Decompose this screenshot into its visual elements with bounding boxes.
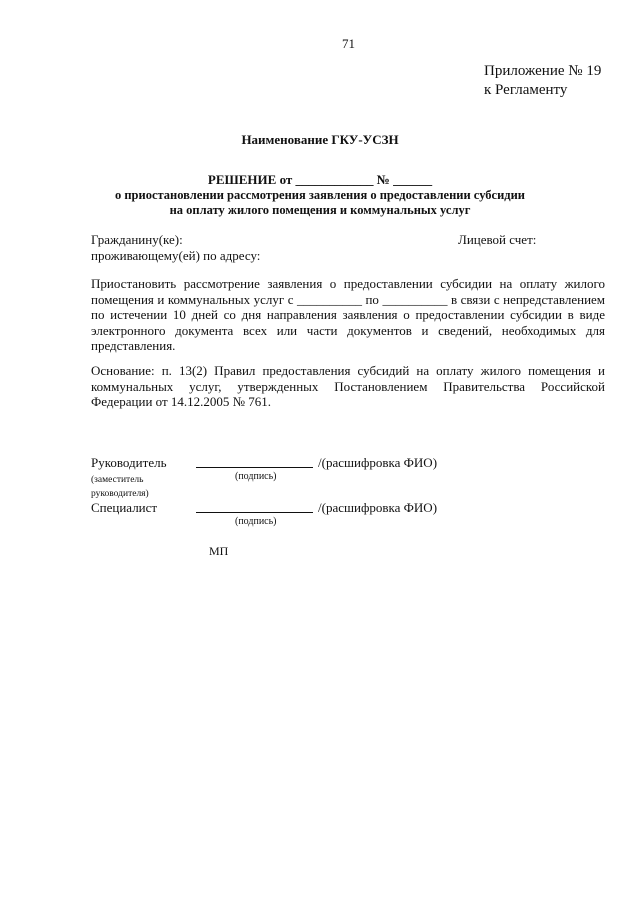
deputy-note-line1: (заместитель [91,475,144,485]
citizen-label: Гражданину(ке): [91,232,183,247]
suspension-paragraph [91,276,605,354]
addressee-block [91,232,260,264]
appendix-reference [484,62,601,100]
head-fio-caption: /(расшифровка ФИО) [318,455,438,470]
decision-subtitle [0,188,640,218]
specialist-label: Специалист [91,500,158,515]
account-label: Лицевой счет: [458,232,537,247]
decision-title-prefix: РЕШЕНИЕ от [207,172,293,187]
residing-label: проживающему(ей) по адресу: [91,248,261,263]
head-signature-caption: (подпись) [235,471,277,482]
suspension-text-part3: в связи с непредставлением по истечении 10 дней со дня направления заявления о предоставлении субсидии в виде электронного документа всех или части документов и сведений, необходимых для представления. [91,291,606,353]
deputy-note [91,473,149,501]
decision-number-blank: ______ [393,172,433,187]
suspension-start-date-blank: __________ [296,291,362,307]
organization-name: Наименование ГКУ-УСЗН [241,132,399,147]
stamp-place: МП [209,544,229,558]
suspension-end-date-blank: __________ [382,291,448,307]
suspension-text-part2: по [365,291,379,307]
head-label: Руководитель [91,455,167,470]
specialist-fio-caption: /(расшифровка ФИО) [318,500,438,515]
decision-subtitle-line1: о приостановлении рассмотрения заявления о предоставлении субсидии [114,188,526,202]
basis-paragraph: Основание: п. 13(2) Правил предоставления субсидий на оплату жилого помещения и коммунальных услуг, утвержденных Постановлением Правительства Российской Федерации от 14.12.2005 № 761. [91,363,605,409]
decision-title [0,172,640,188]
decision-number-sign: № [376,172,390,187]
specialist-signature-caption: (подпись) [235,516,277,527]
appendix-number: Приложение № 19 [484,63,602,79]
deputy-note-line2: руководителя) [91,489,149,499]
page-number: 71 [342,36,355,51]
decision-date-blank: ____________ [295,172,374,187]
suspension-text-part1: Приостановить рассмотрение заявления о предоставлении субсидии на оплату жилого помещения и коммунальных услуг с [91,276,605,307]
head-signature-line [196,467,313,468]
appendix-regulation: к Регламенту [484,82,568,98]
specialist-signature-line [196,512,313,513]
decision-subtitle-line2: на оплату жилого помещения и коммунальных услуг [169,203,471,217]
